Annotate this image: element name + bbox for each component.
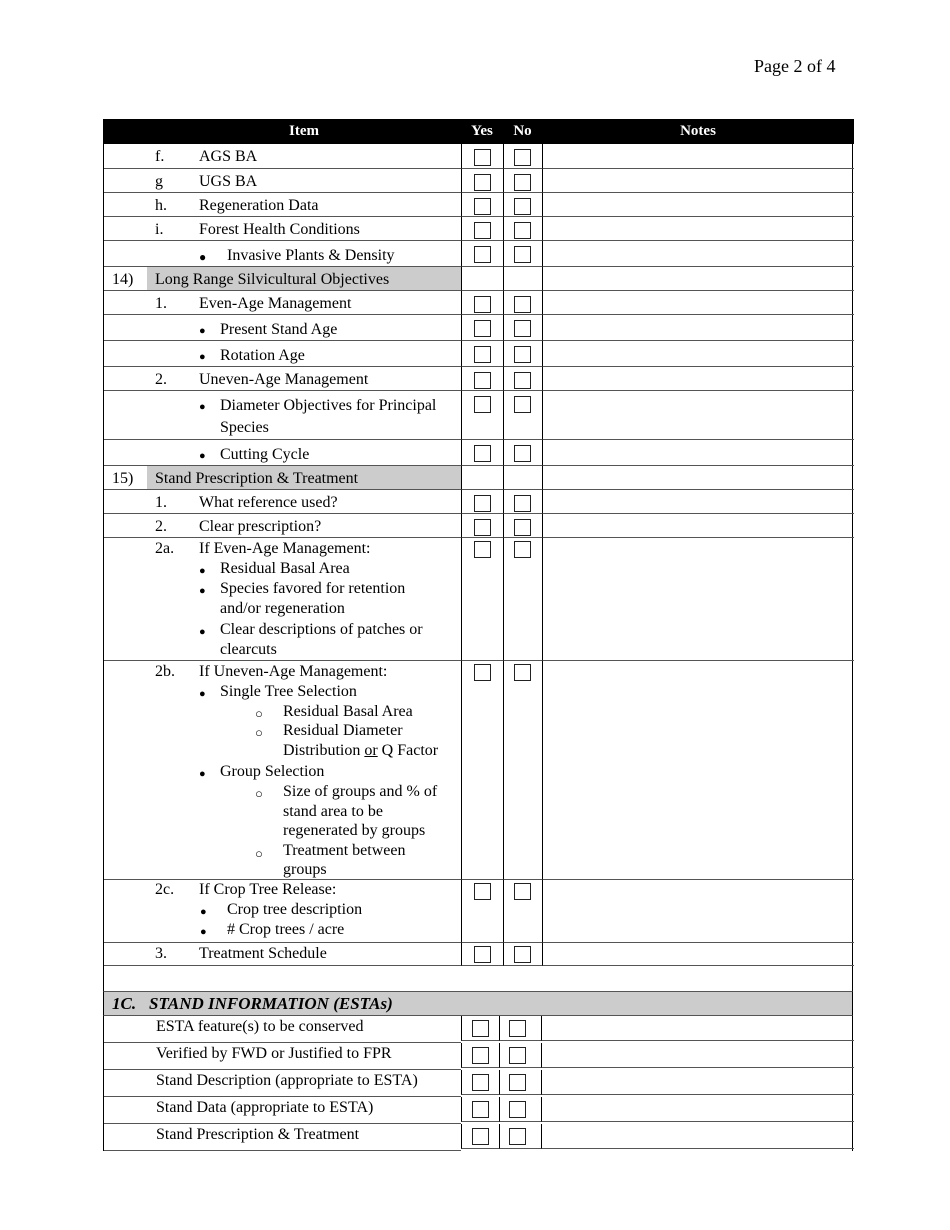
notes-cell[interactable] xyxy=(542,440,854,466)
yes-checkbox[interactable] xyxy=(474,883,491,900)
notes-cell[interactable] xyxy=(541,1016,854,1041)
yes-checkbox[interactable] xyxy=(474,396,491,413)
section-title-1c: 1C. STAND INFORMATION (ESTAs) xyxy=(103,992,853,1016)
yes-checkbox[interactable] xyxy=(474,320,491,337)
esta-rows xyxy=(103,1016,853,1151)
table-row: i. Forest Health Conditions xyxy=(103,217,853,241)
yes-checkbox[interactable] xyxy=(474,174,491,191)
notes-cell[interactable] xyxy=(542,661,854,880)
notes-cell[interactable] xyxy=(541,1097,854,1122)
spacer-row xyxy=(103,966,853,992)
notes-cell[interactable] xyxy=(542,217,854,241)
checklist-table xyxy=(103,119,853,966)
table-row: 3. Treatment Schedule xyxy=(103,943,853,966)
yes-checkbox[interactable] xyxy=(472,1047,489,1064)
no-checkbox[interactable] xyxy=(514,495,531,512)
stand-info-table xyxy=(103,966,853,1151)
table-row: 2. Uneven-Age Management xyxy=(103,367,853,391)
table-row: Stand Prescription & Treatment xyxy=(103,1124,853,1151)
yes-checkbox[interactable] xyxy=(474,541,491,558)
table-row: 1. Even-Age Management xyxy=(103,291,853,315)
table-row: Stand Description (appropriate to ESTA) xyxy=(103,1070,853,1097)
yes-checkbox[interactable] xyxy=(472,1101,489,1118)
table-row: 1. What reference used? xyxy=(103,490,853,514)
notes-cell[interactable] xyxy=(542,391,854,440)
notes-cell[interactable] xyxy=(541,1124,854,1149)
yes-checkbox[interactable] xyxy=(472,1128,489,1145)
yes-checkbox[interactable] xyxy=(474,149,491,166)
table-row: ● Diameter Objectives for Principal Species xyxy=(103,391,853,440)
table-row: 2b. If Uneven-Age Management: ● Single Tree Selection ○ Residual Basal Area ○ Residual Diameter Distribution or Q Factor ● Group Selection ○ Size of groups and % of stand area to be regenerated by groups ○ Treatment between groups xyxy=(103,661,853,880)
notes-cell[interactable] xyxy=(542,538,854,661)
no-checkbox[interactable] xyxy=(509,1074,526,1091)
notes-cell[interactable] xyxy=(542,943,854,966)
header-yes: Yes xyxy=(461,119,503,144)
table-row: ESTA feature(s) to be conserved xyxy=(103,1016,853,1043)
no-checkbox[interactable] xyxy=(514,198,531,215)
notes-cell[interactable] xyxy=(542,291,854,315)
table-row: 2a. If Even-Age Management: ● Residual Basal Area ● Species favored for retention and/or regeneration ● Clear descriptions of patches or clearcuts xyxy=(103,538,853,661)
notes-cell[interactable] xyxy=(542,341,854,367)
notes-cell[interactable] xyxy=(542,144,854,169)
no-checkbox[interactable] xyxy=(509,1128,526,1145)
table-row: g UGS BA xyxy=(103,169,853,193)
yes-checkbox[interactable] xyxy=(474,246,491,263)
yes-checkbox[interactable] xyxy=(472,1074,489,1091)
yes-checkbox[interactable] xyxy=(474,222,491,239)
yes-checkbox[interactable] xyxy=(474,445,491,462)
table-row: 2. Clear prescription? xyxy=(103,514,853,538)
page-number: Page 2 of 4 xyxy=(754,56,836,76)
section-row-15: 15) Stand Prescription & Treatment xyxy=(103,466,853,490)
no-checkbox[interactable] xyxy=(514,519,531,536)
no-checkbox[interactable] xyxy=(514,946,531,963)
table-row: ● Rotation Age xyxy=(103,341,853,367)
yes-checkbox[interactable] xyxy=(474,346,491,363)
yes-checkbox[interactable] xyxy=(474,664,491,681)
notes-cell[interactable] xyxy=(542,169,854,193)
no-checkbox[interactable] xyxy=(514,246,531,263)
no-checkbox[interactable] xyxy=(514,541,531,558)
notes-cell[interactable] xyxy=(542,241,854,267)
no-checkbox[interactable] xyxy=(514,664,531,681)
no-checkbox[interactable] xyxy=(514,149,531,166)
no-checkbox[interactable] xyxy=(514,883,531,900)
yes-checkbox[interactable] xyxy=(474,198,491,215)
yes-checkbox[interactable] xyxy=(474,946,491,963)
no-checkbox[interactable] xyxy=(509,1101,526,1118)
section-row-14: 14) Long Range Silvicultural Objectives xyxy=(103,267,853,291)
no-checkbox[interactable] xyxy=(514,396,531,413)
notes-cell[interactable] xyxy=(542,193,854,217)
notes-cell[interactable] xyxy=(541,1070,854,1095)
no-checkbox[interactable] xyxy=(514,222,531,239)
table-row: f. AGS BA xyxy=(103,144,853,169)
table-row: ● Present Stand Age xyxy=(103,315,853,341)
table-row: h. Regeneration Data xyxy=(103,193,853,217)
notes-cell[interactable] xyxy=(542,490,854,514)
notes-cell[interactable] xyxy=(542,514,854,538)
table-header xyxy=(103,119,853,144)
no-checkbox[interactable] xyxy=(514,372,531,389)
table-row: Verified by FWD or Justified to FPR xyxy=(103,1043,853,1070)
notes-cell[interactable] xyxy=(542,367,854,391)
yes-checkbox[interactable] xyxy=(472,1020,489,1037)
no-checkbox[interactable] xyxy=(514,174,531,191)
header-notes: Notes xyxy=(542,119,854,144)
header-no: No xyxy=(503,119,542,144)
yes-checkbox[interactable] xyxy=(474,372,491,389)
table-row: Stand Data (appropriate to ESTA) xyxy=(103,1097,853,1124)
notes-cell[interactable] xyxy=(542,315,854,341)
notes-cell[interactable] xyxy=(541,1043,854,1068)
yes-checkbox[interactable] xyxy=(474,495,491,512)
no-checkbox[interactable] xyxy=(509,1020,526,1037)
no-checkbox[interactable] xyxy=(514,296,531,313)
yes-checkbox[interactable] xyxy=(474,296,491,313)
notes-cell[interactable] xyxy=(542,880,854,943)
table-row: ● Cutting Cycle xyxy=(103,440,853,466)
no-checkbox[interactable] xyxy=(514,346,531,363)
header-num xyxy=(104,119,147,144)
header-item: Item xyxy=(147,119,461,144)
table-row: 2c. If Crop Tree Release: ● Crop tree description ● # Crop trees / acre xyxy=(103,880,853,943)
no-checkbox[interactable] xyxy=(514,445,531,462)
no-checkbox[interactable] xyxy=(509,1047,526,1064)
yes-checkbox[interactable] xyxy=(474,519,491,536)
no-checkbox[interactable] xyxy=(514,320,531,337)
table-row: ● Invasive Plants & Density xyxy=(103,241,853,267)
